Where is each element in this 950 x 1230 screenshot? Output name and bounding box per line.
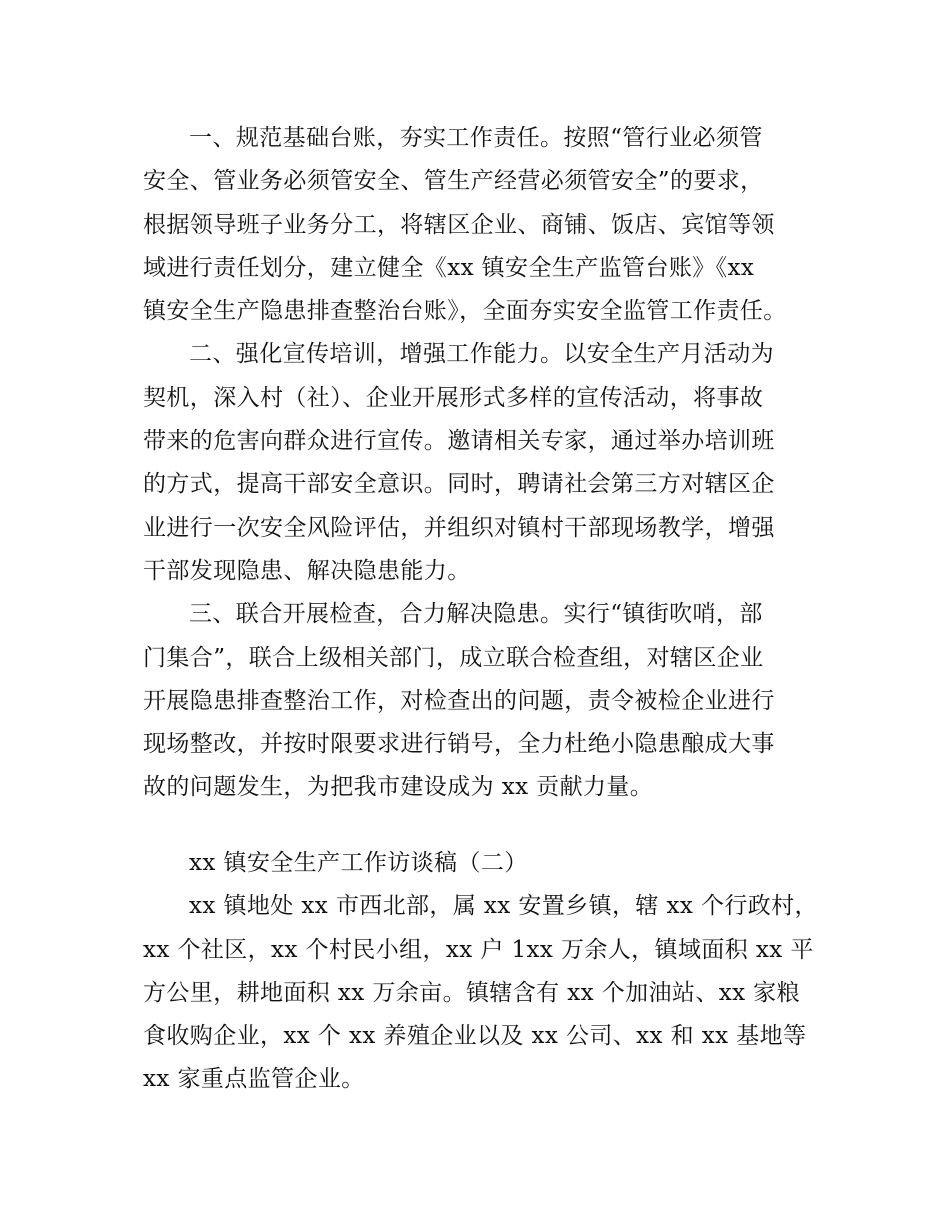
text-line: 门集合”，联合上级相关部门，成立联合检查组，对辖区企业 [143,644,764,671]
section-one [143,117,833,810]
text-line: 契机，深入村（社）、企业开展形式多样的宣传活动，将事故 [143,384,764,411]
paragraph-town-overview [143,885,833,1101]
text-line: 安全、管业务必须管安全、管生产经营必须管安全”的要求， [143,168,764,195]
paragraph-strengthen-training [143,333,833,593]
text-line: xx 家重点监管企业。 [143,1066,365,1093]
text-line: 域进行责任划分，建立健全《xx 镇安全生产监管台账》《xx [143,254,755,281]
text-line: 故的问题发生，为把我市建设成为 xx 贡献力量。 [143,774,654,801]
text-line: 的方式，提高干部安全意识。同时，聘请社会第三方对辖区企 [143,471,775,498]
text-line: 带来的危害向群众进行宣传。邀请相关专家，通过举办培训班 [143,428,775,455]
text-line: 方公里，耕地面积 xx 万余亩。镇辖含有 xx 个加油站、xx 家粮 [143,979,800,1006]
text-line: 二、强化宣传培训，增强工作能力。以安全生产月活动为 [189,341,774,368]
section-two [143,842,833,1102]
text-line: 开展隐患排查整治工作，对检查出的问题，责令被检企业进行 [143,687,775,714]
text-line: xx 个社区，xx 个村民小组，xx 户 1xx 万余人，镇域面积 xx 平 [143,936,814,963]
text-line: 三、联合开展检查，合力解决隐患。实行“镇街吹哨，部 [189,601,763,628]
paragraph-joint-inspection [143,593,833,809]
text-line: 业进行一次安全风险评估，并组织对镇村干部现场教学，增强 [143,514,775,541]
text-line: 食收购企业，xx 个 xx 养殖企业以及 xx 公司、xx 和 xx 基地等 [143,1023,807,1050]
text-line: 现场整改，并按时限要求进行销号，全力杜绝小隐患酿成大事 [143,731,775,758]
section-subtitle: xx 镇安全生产工作访谈稿（二） [189,850,528,876]
text-line: xx 镇地处 xx 市西北部，属 xx 安置乡镇，辖 xx 个行政村， [189,893,818,920]
paragraph-standardize-ledger [143,117,833,333]
text-line: 一、规范基础台账，夯实工作责任。按照“管行业必须管 [189,125,763,151]
text-line: 根据领导班子业务分工，将辖区企业、商铺、饭店、宾馆等领 [143,211,775,238]
text-line: 镇安全生产隐患排查整治台账》，全面夯实安全监管工作责任。 [143,298,787,325]
text-line: 干部发现隐患、解决隐患能力。 [143,557,471,584]
